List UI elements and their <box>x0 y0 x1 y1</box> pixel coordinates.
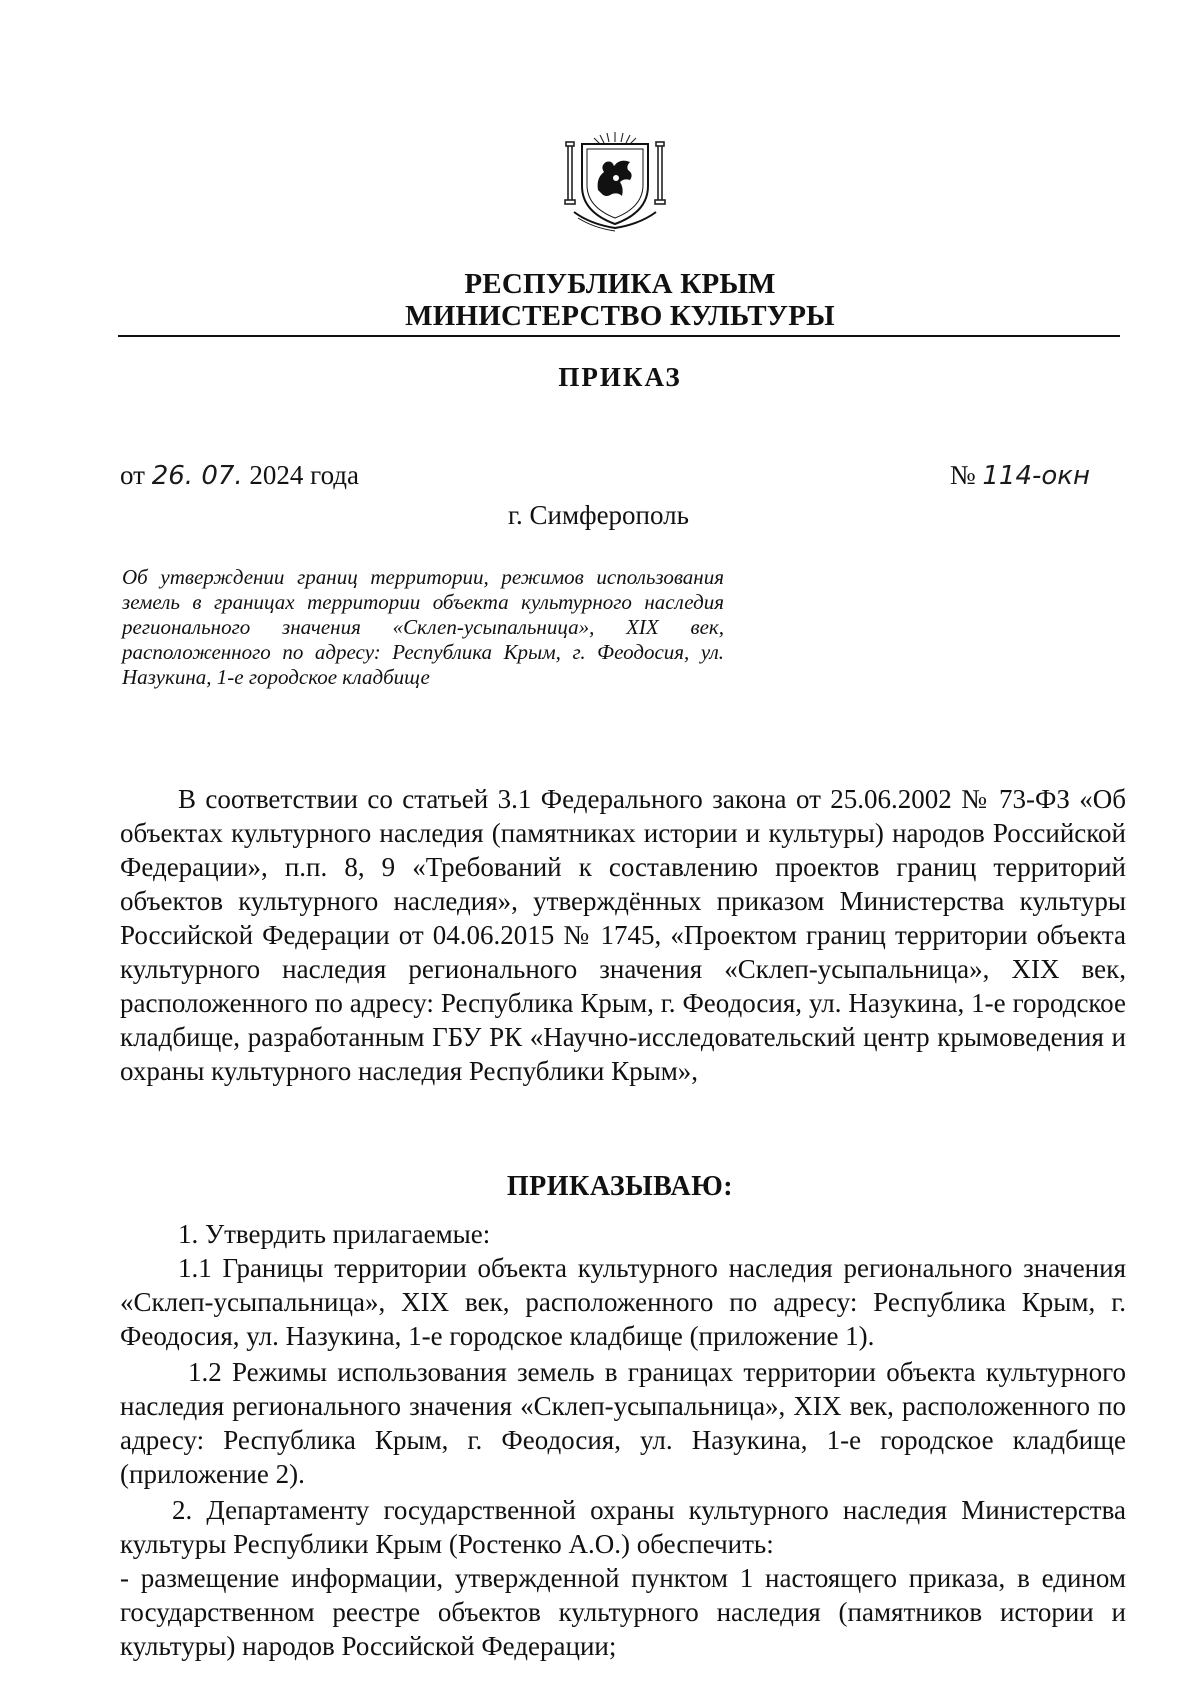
number-prefix: № <box>949 460 976 490</box>
order-heading: ПРИКАЗЫВАЮ: <box>506 1171 734 1202</box>
order-subject: Об утверждении границ территории, режимов использования земель в границах территории объекта культурного наследия регионального значения «Склеп-усыпальница», XIX век, расположенного по адресу: Республика Крым, г. Феодосия, ул. Назукина, 1-е городское кладбище <box>122 565 724 689</box>
document-type: ПРИКАЗ <box>558 362 682 392</box>
header-divider <box>118 335 1120 337</box>
item-1-2: 1.2 Режимы использования земель в границах территории объекта культурного наследия регионального значения «Склеп-усыпальница», XIX век, расположенного по адресу: Республика Крым, г. Феодосия, ул. Назукина, 1-е городское кладбище (приложение 2). <box>120 1357 1126 1489</box>
date-prefix: от <box>120 460 145 490</box>
order-number <box>950 460 1090 491</box>
date-handwritten: 26. 07. <box>151 461 243 491</box>
preamble-paragraph: В соответствии со статьей 3.1 Федерального закона от 25.06.2002 № 73-ФЗ «Об объектах культурного наследия (памятниках истории и культуры) народов Российской Федерации», п.п. 8, 9 «Требований к составлению проектов границ территорий объектов культурного наследия», утверждённых приказом Министерства культуры Российской Федерации от 04.06.2015 № 1745, «Проектом границ территории объекта культурного наследия регионального значения «Склеп-усыпальница», XIX век, расположенного по адресу: Республика Крым, г. Феодосия, ул. Назукина, 1-е городское кладбище, разработанным ГБУ РК «Научно-исследовательский центр крымоведения и охраны культурного наследия Республики Крым», <box>120 784 1126 1086</box>
order-date <box>120 460 359 491</box>
crimea-coat-of-arms-icon <box>560 128 670 232</box>
item-1-1: 1.1 Границы территории объекта культурного наследия регионального значения «Склеп-усыпальница», XIX век, расположенного по адресу: Республика Крым, г. Феодосия, ул. Назукина, 1-е городское кладбище (приложение 1). <box>120 1253 1126 1351</box>
item-2-bullet-1: - размещение информации, утвержденной пунктом 1 настоящего приказа, в едином государственном реестре объектов культурного наследия (памятников истории и культуры) народов Российской Федерации; <box>120 1563 1126 1661</box>
item-1: 1. Утвердить прилагаемые: <box>178 1219 491 1249</box>
organization-name-line1: РЕСПУБЛИКА КРЫМ <box>464 268 776 300</box>
date-year: 2024 года <box>249 460 360 490</box>
number-handwritten: 114-окн <box>982 461 1090 491</box>
organization-name-line2: МИНИСТЕРСТВО КУЛЬТУРЫ <box>405 300 835 332</box>
issue-city: г. Симферополь <box>508 500 689 530</box>
item-2: 2. Департаменту государственной охраны культурного наследия Министерства культуры Республики Крым (Ростенко А.О.) обеспечить: <box>120 1495 1126 1559</box>
